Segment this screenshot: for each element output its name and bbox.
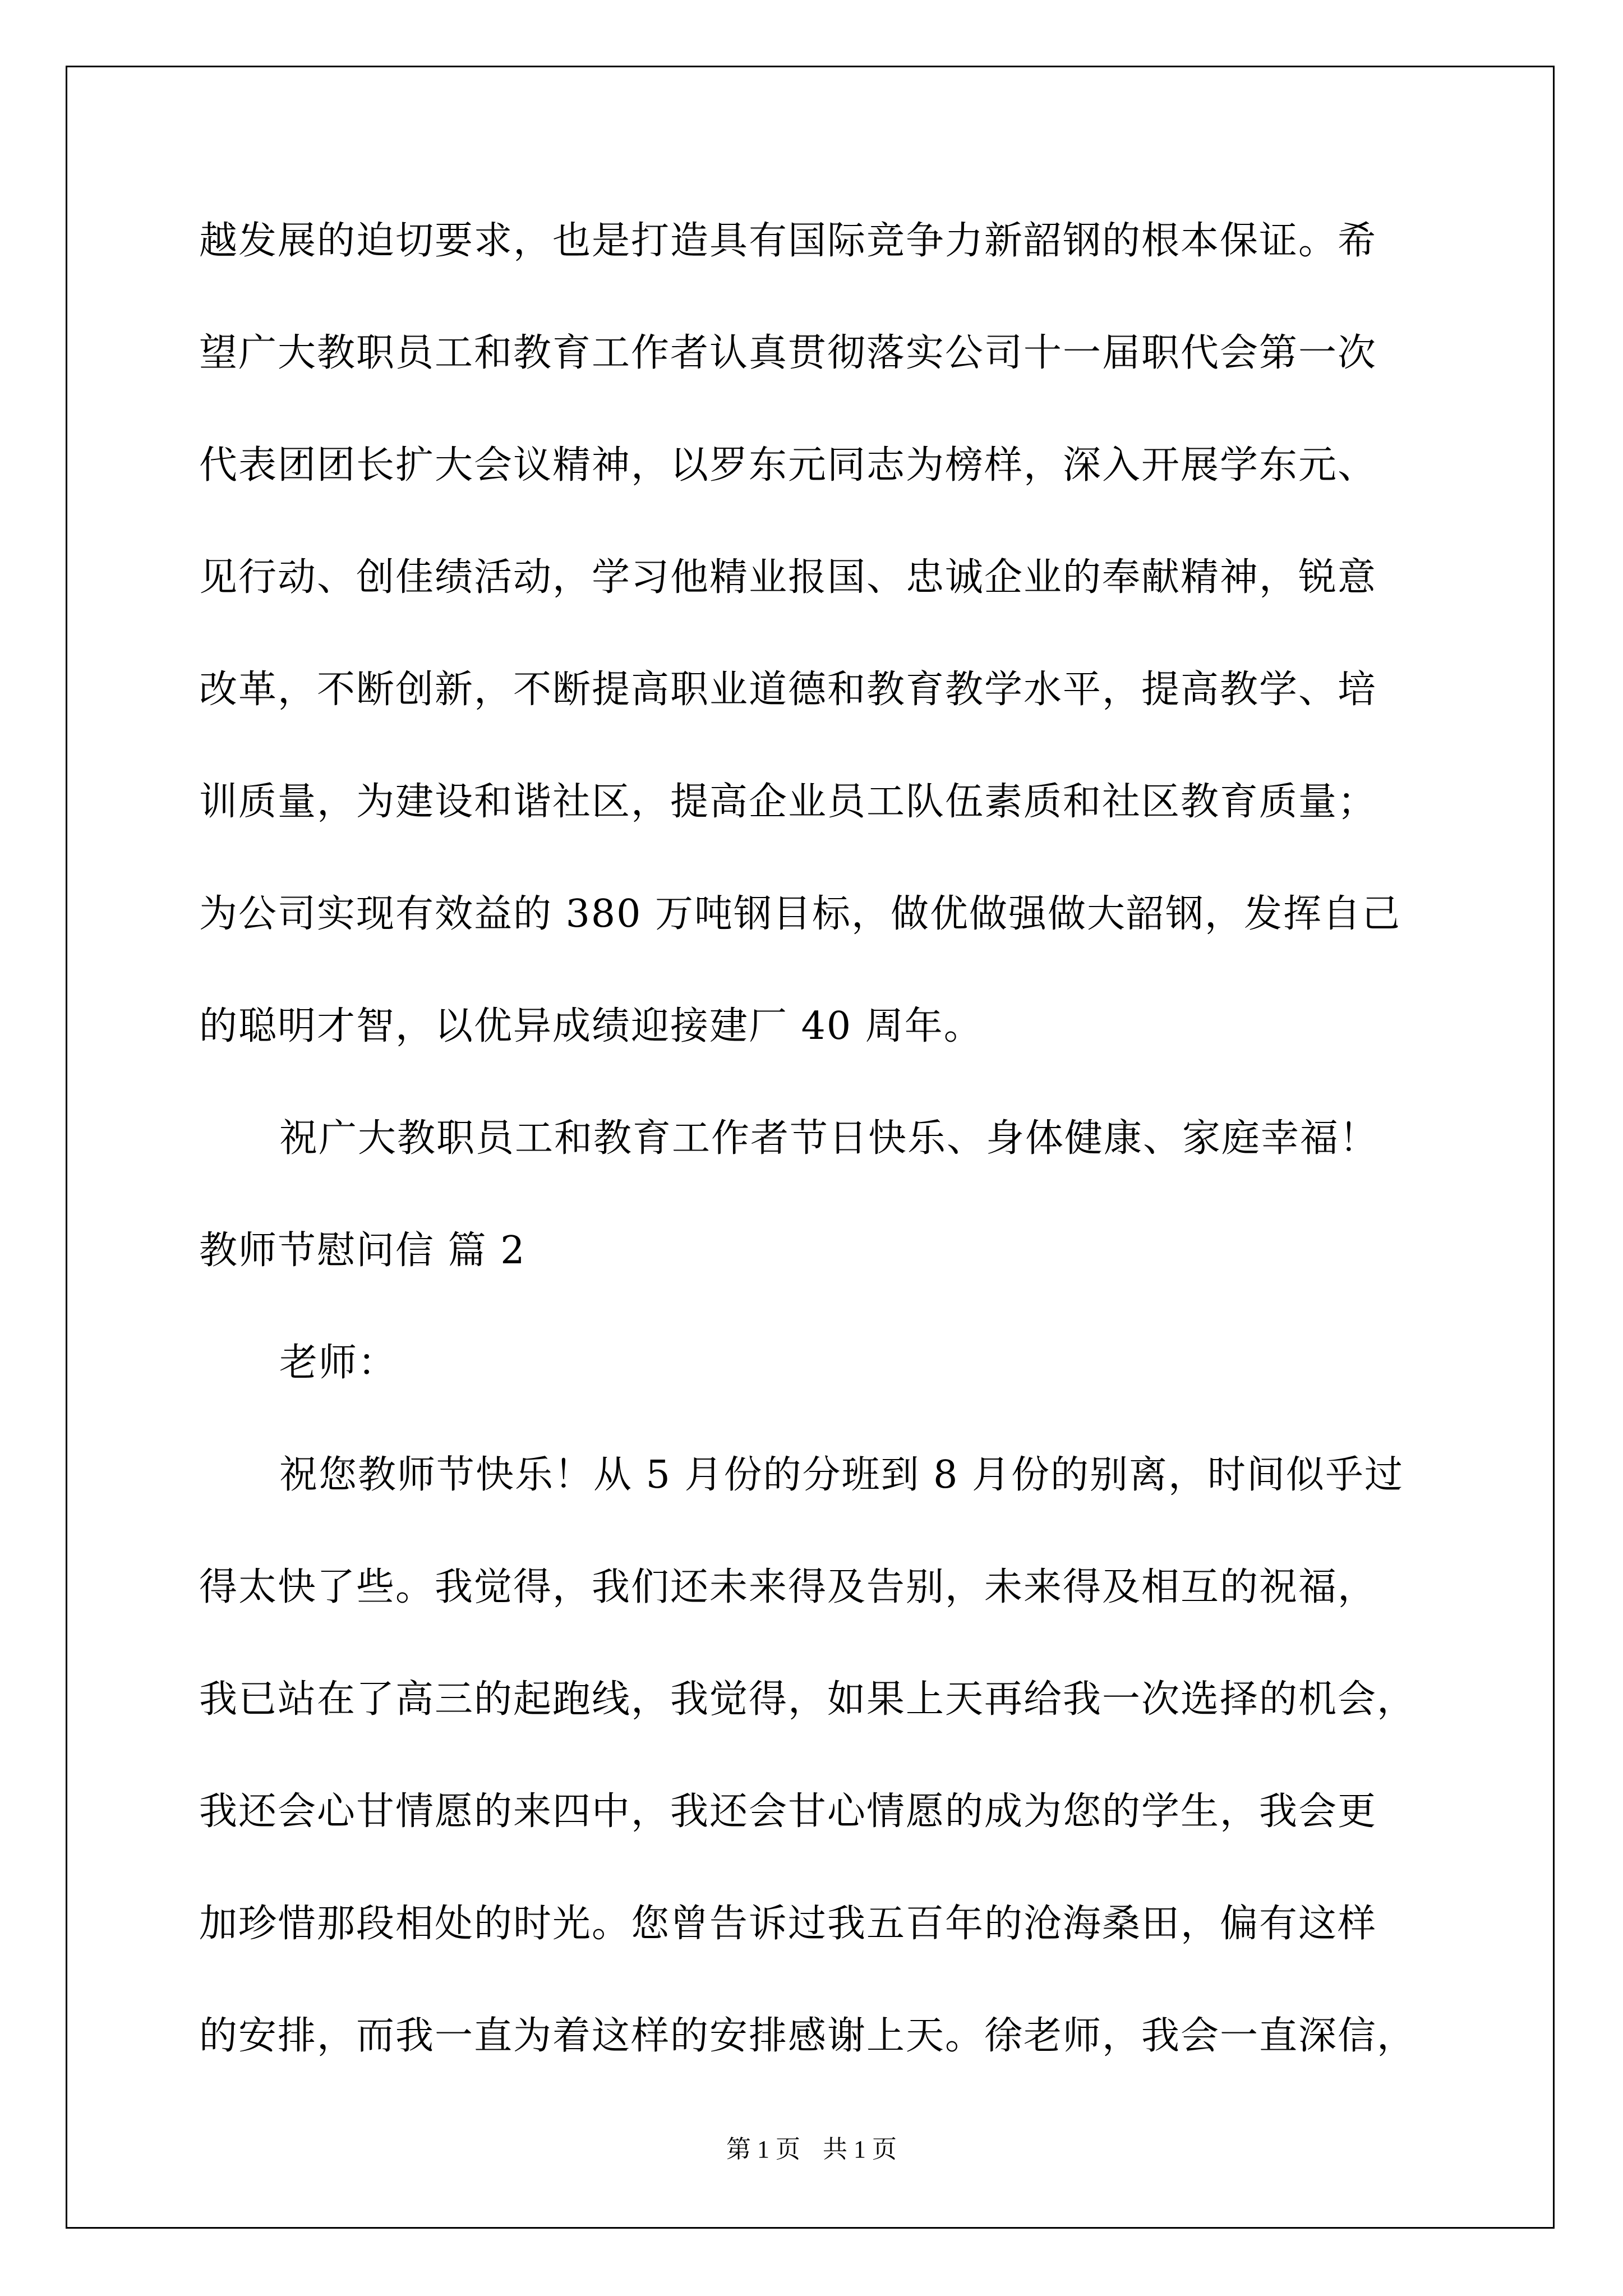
document-body [199, 185, 1450, 2092]
paragraph-line: 越发展的迫切要求，也是打造具有国际竞争力新韶钢的根本保证。希 [199, 219, 1377, 263]
paragraph-line: 为公司实现有效益的 380 万吨钢目标，做优做强做大韶钢，发挥自己 [199, 892, 1401, 936]
paragraph-line: 我已站在了高三的起跑线，我觉得，如果上天再给我一次选择的机会， [199, 1677, 1417, 1722]
paragraph-line: 望广大教职员工和教育工作者认真贯彻落实公司十一届职代会第一次 [199, 331, 1377, 375]
paragraph-line: 见行动、创佳绩活动，学习他精业报国、忠诚企业的奉献精神，锐意 [199, 555, 1377, 600]
paragraph-line: 的聪明才智，以优异成绩迎接建厂 40 周年。 [199, 1004, 983, 1048]
page-total: 共 1 页 [823, 2136, 897, 2163]
page-number: 第 1 页 [726, 2136, 800, 2163]
paragraph-line: 的安排，而我一直为着这样的安排感谢上天。徐老师，我会一直深信， [199, 2014, 1417, 2058]
paragraph-line: 加珍惜那段相处的时光。您曾告诉过我五百年的沧海桑田，偏有这样 [199, 1902, 1377, 1946]
paragraph-line: 代表团团长扩大会议精神，以罗东元同志为榜样，深入开展学东元、 [199, 443, 1377, 487]
paragraph-line: 得太快了些。我觉得，我们还未来得及告别，未来得及相互的祝福， [199, 1565, 1377, 1609]
section-heading: 教师节慰问信 篇 2 [199, 1228, 526, 1273]
paragraph-line: 祝您教师节快乐！从 5 月份的分班到 8 月份的别离，时间似乎过 [279, 1453, 1404, 1497]
salutation: 老师： [279, 1341, 398, 1385]
paragraph-line: 训质量，为建设和谐社区，提高企业员工队伍素质和社区教育质量； [199, 780, 1377, 824]
closing-wish: 祝广大教职员工和教育工作者节日快乐、身体健康、家庭幸福！ [279, 1116, 1379, 1161]
page-footer [0, 2129, 1623, 2165]
paragraph-line: 我还会心甘情愿的来四中，我还会甘心情愿的成为您的学生，我会更 [199, 1789, 1377, 1834]
paragraph-line: 改革，不断创新，不断提高职业道德和教育教学水平，提高教学、培 [199, 668, 1377, 712]
